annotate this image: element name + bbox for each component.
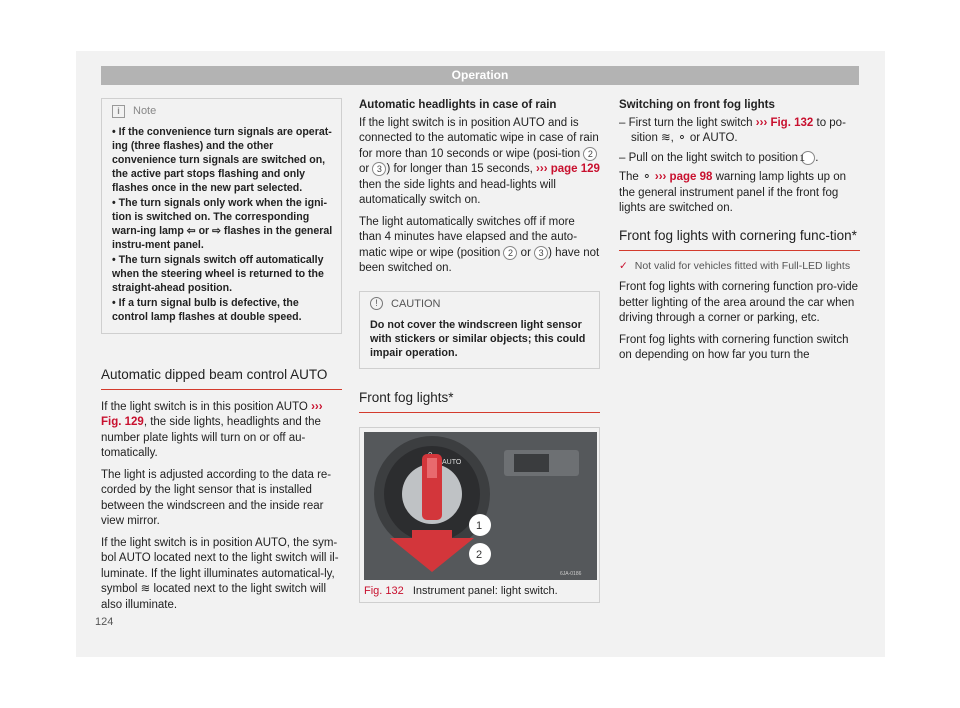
light-switch-image [364, 432, 597, 580]
position-3-badge: 3 [372, 162, 386, 176]
position-3-badge: 3 [534, 246, 548, 260]
step-1: – First turn the light switch ››› Fig. 132 to po-sition ≋, ⚬ or AUTO. [619, 116, 846, 144]
note-item: • The turn signals switch off automatically when the steering wheel is returned to the straight-ahead position. [112, 253, 333, 295]
column-left [101, 98, 342, 619]
paragraph: Front fog lights with cornering function switch on depending on how far you turn the [619, 333, 849, 361]
position-2-badge: 2 [583, 147, 597, 161]
caution-label: CAUTION [391, 297, 441, 310]
paragraph: The light automatically switches off if more than 4 minutes have elapsed and the auto-matic wipe or wipe (position 2 or 3 ) have not been switched on. [359, 215, 600, 274]
paragraph: The light is adjusted according to the data re-corded by the light sensor that is installed between the windscreen and the inside rear view mirror. [101, 468, 332, 527]
page-number: 124 [95, 616, 114, 628]
paragraph: If the light switch is in this position AUTO ››› Fig. 129, the side lights, headlights and the number plate lights will turn on or off au-tomatically. [101, 400, 323, 459]
note-item: • The turn signals only work when the igni-tion is switched on. The corresponding warn-ing lamp ⇦ or ⇨ flashes in the general instru-ment panel. [112, 196, 333, 252]
paragraph: If the light switch is in position AUTO and is connected to the automatic wipe in case of rain for more than 10 seconds or wipe (posi-tion 2 or 3 ) for longer than 15 seconds, ››› page 129 then the side lights and head-lights will automatically switch on. [359, 116, 600, 206]
note-label: Note [133, 105, 157, 117]
warning-icon: ! [370, 297, 383, 310]
auto-label: AUTO [442, 458, 462, 466]
callout-1: 1 [476, 519, 483, 532]
info-icon: i [112, 105, 125, 118]
column-right [619, 98, 860, 370]
rain-heading: Automatic headlights in case of rain [359, 99, 557, 111]
check-icon: ✓ [619, 259, 628, 272]
section-title-fog: Front fog lights* [359, 389, 600, 413]
fig-link[interactable]: ››› Fig. 129 [101, 400, 323, 428]
figure-caption: Fig. 132 Instrument panel: light switch. [364, 584, 558, 597]
fig-link[interactable]: ››› Fig. 132 [755, 116, 814, 129]
page-link[interactable]: ››› page 129 [536, 163, 600, 175]
step-2: – Pull on the light switch to position 1 . [619, 151, 819, 164]
paragraph: The ⚬ ››› page 98 warning lamp lights up on the general instrument panel if the front fog lights are switched on. [619, 171, 846, 214]
figure-code: 6JA-0186 [560, 570, 582, 577]
light-switch-illustration [364, 432, 597, 580]
figure-132 [359, 427, 600, 603]
caution-box [359, 291, 600, 369]
validity-note: ✓ Not valid for vehicles fitted with Full-LED lights [619, 259, 851, 272]
note-item: • If the convenience turn signals are operat-ing (three flashes) and the other convenience turn signals are switched on, the active part stops flashing and only flashes once in the new part selected. [112, 125, 333, 195]
column-middle [359, 98, 600, 603]
callout-2: 2 [476, 548, 483, 561]
note-item: • If a turn signal bulb is defective, the control lamp flashes at double speed. [112, 296, 333, 324]
section-title-cornering: Front fog lights with cornering func-tion* [619, 227, 860, 251]
position-1-badge: 1 [801, 151, 815, 165]
paragraph: Front fog lights with cornering function pro-vide better lighting of the area around the car when driving through a corner or parking, etc. [619, 281, 859, 324]
page-link[interactable]: ››› page 98 [654, 171, 713, 183]
position-2-badge: 2 [503, 246, 517, 260]
note-list [112, 125, 333, 324]
section-title-dipped-beam: Automatic dipped beam control AUTO [101, 366, 342, 390]
caution-text: Do not cover the windscreen light sensor with stickers or similar objects; this could impair operation. [370, 318, 586, 359]
note-box [101, 98, 342, 334]
paragraph: If the light switch is in position AUTO, the sym-bol AUTO located next to the light switch will il-luminate. If the light illuminates automatical-ly, symbol ≋ located next to the light switch will also illuminate. [101, 536, 339, 611]
fog-switch-heading: Switching on front fog lights [619, 99, 775, 111]
page-header: Operation [101, 66, 859, 85]
